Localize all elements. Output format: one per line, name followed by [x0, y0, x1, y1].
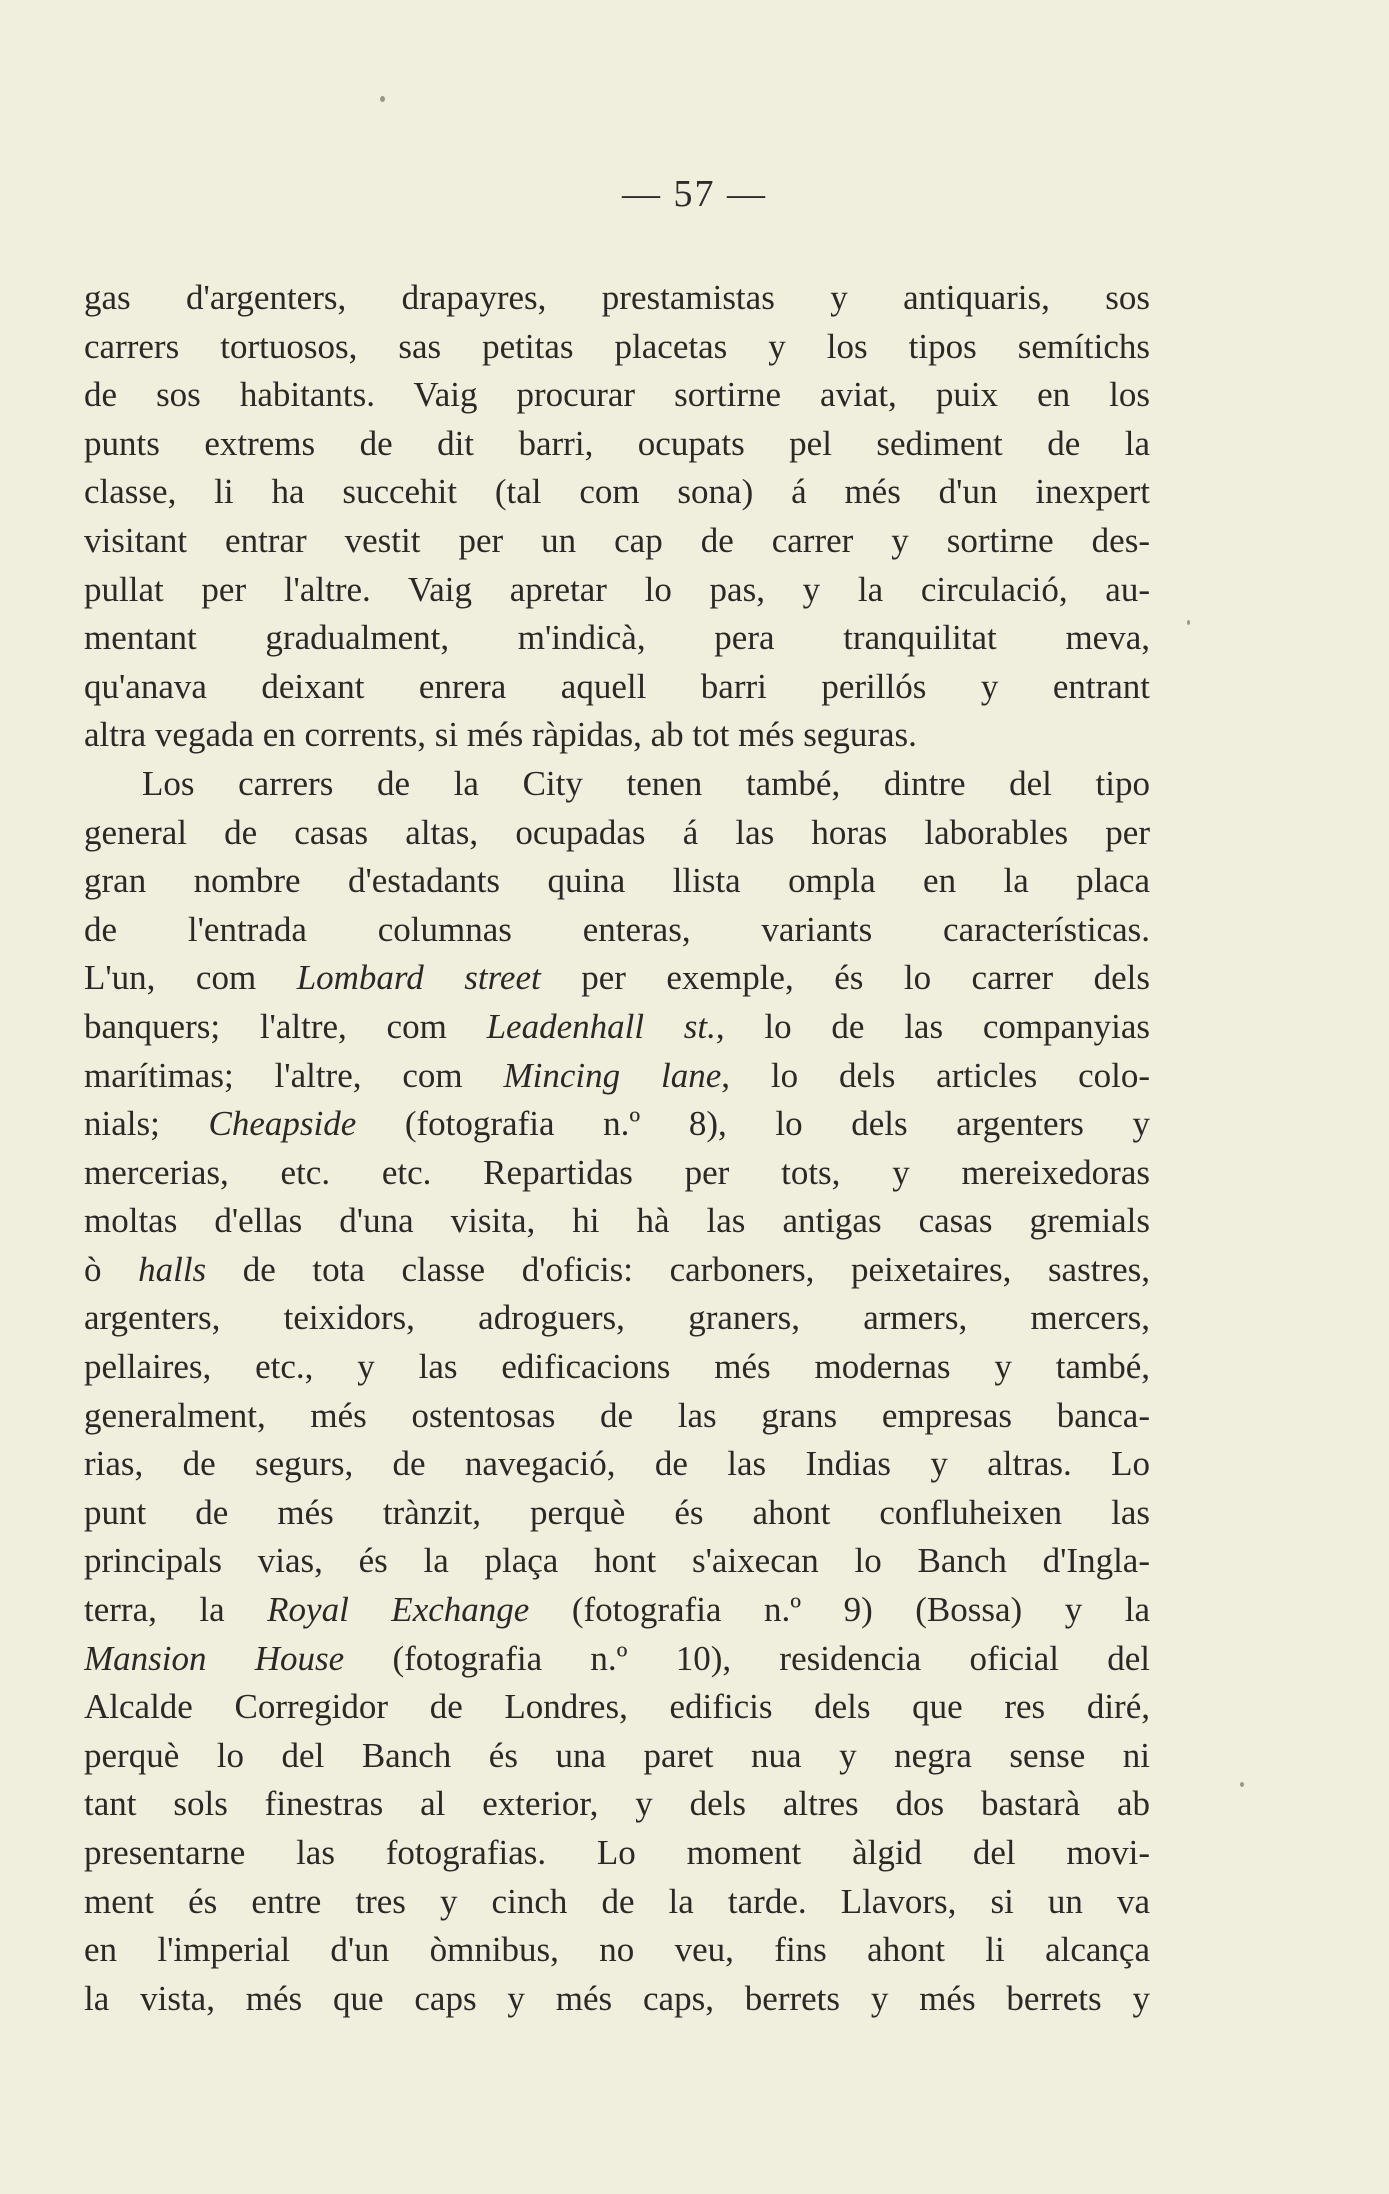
text-line: argenters, teixidors, adroguers, graners, armers, mercers,	[84, 1298, 1150, 1338]
text-line: classe, li ha succehit (tal com sona) á més d'un inexpert	[84, 472, 1150, 512]
text-line: la vista, més que caps y més caps, berrets y més berrets y	[84, 1978, 1150, 2018]
text-line: de l'entrada columnas enteras, variants características.	[84, 909, 1150, 949]
text-line	[84, 1052, 1150, 1101]
text-line: carrers tortuosos, sas petitas placetas y los tipos semítichs	[84, 326, 1150, 366]
text-line: tant sols finestras al exterior, y dels altres dos bastarà ab	[84, 1784, 1150, 1824]
text-line: gas d'argenters, drapayres, prestamistas y antiquaris, sos	[84, 278, 1150, 317]
text-line: ment és entre tres y cinch de la tarde. Llavors, si un va	[84, 1881, 1150, 1921]
text-line: altra vegada en corrents, si més ràpidas, ab tot més seguras.	[84, 715, 917, 755]
text-segment: terra, la	[84, 1590, 268, 1630]
text-line: generalment, més ostentosas de las grans empresas banca-	[84, 1395, 1150, 1435]
page-number: — 57 —	[622, 173, 767, 215]
text-line: pullat per l'altre. Vaig apretar lo pas, y la circulació, au-	[84, 569, 1150, 609]
text-segment: (fotografia n.º 10), residencia oficial del	[344, 1638, 1150, 1678]
italic-street-name: Lombard street	[296, 958, 541, 998]
text-line: general de casas altas, ocupadas á las horas laborables per	[84, 812, 1150, 852]
text-segment: de tota classe d'oficis: carboners, peixetaires, sastres,	[206, 1249, 1150, 1289]
paper-speck	[380, 96, 385, 102]
text-line: perquè lo del Banch és una paret nua y negra sense ni	[84, 1735, 1150, 1775]
italic-building-name: Royal Exchange	[267, 1590, 530, 1630]
italic-term: halls	[138, 1249, 207, 1289]
text-segment: marítimas; l'altre, com	[84, 1055, 504, 1095]
text-line: punts extrems de dit barri, ocupats pel sediment de la	[84, 423, 1150, 463]
text-line: pellaires, etc., y las edificacions més modernas y també,	[84, 1347, 1150, 1387]
text-line: moltas d'ellas d'una visita, hi hà las antigas casas gremials	[84, 1201, 1150, 1241]
text-line: en l'imperial d'un òmnibus, no veu, fins ahont li alcança	[84, 1930, 1150, 1970]
text-line	[84, 1586, 1150, 1635]
text-line: principals vias, és la plaça hont s'aixecan lo Banch d'Ingla-	[84, 1541, 1150, 1581]
text-segment: L'un, com	[84, 958, 297, 998]
italic-street-name: Leadenhall st.	[486, 1006, 716, 1046]
text-line	[84, 1635, 1150, 1684]
text-segment: nials;	[84, 1104, 209, 1144]
body-text	[84, 274, 1150, 2023]
text-line	[84, 1003, 1150, 1052]
italic-street-name: Cheapside	[208, 1104, 357, 1144]
text-segment: (fotografia n.º 8), lo dels argenters y	[356, 1104, 1150, 1144]
text-line: visitant entrar vestit per un cap de carrer y sortirne des-	[84, 520, 1150, 560]
text-line	[84, 1100, 1150, 1149]
text-segment: banquers; l'altre, com	[84, 1006, 487, 1046]
paper-speck	[1187, 620, 1190, 625]
italic-street-name: Mincing lane	[503, 1055, 722, 1095]
text-line: mentant gradualment, m'indicà, pera tranquilitat meva,	[84, 618, 1150, 658]
text-line	[84, 1246, 1150, 1295]
text-segment: , lo de las companyias	[715, 1006, 1150, 1046]
text-line: qu'anava deixant enrera aquell barri perillós y entrant	[84, 666, 1150, 706]
italic-building-name: Mansion House	[84, 1638, 345, 1678]
text-segment: ò	[84, 1249, 139, 1289]
text-line: de sos habitants. Vaig procurar sortirne aviat, puix en los	[84, 375, 1150, 415]
text-line: punt de més trànzit, perquè és ahont confluheixen las	[84, 1492, 1150, 1532]
text-segment: , lo dels articles colo-	[721, 1055, 1150, 1095]
text-segment: per exemple, és lo carrer dels	[540, 958, 1150, 998]
text-line	[84, 954, 1150, 1003]
text-line: Alcalde Corregidor de Londres, edificis dels que res diré,	[84, 1687, 1150, 1727]
paper-speck	[1240, 1782, 1244, 1787]
text-line: presentarne las fotografias. Lo moment àlgid del movi-	[84, 1833, 1150, 1872]
text-segment: (fotografia n.º 9) (Bossa) y la	[529, 1590, 1150, 1630]
text-line: mercerias, etc. etc. Repartidas per tots, y mereixedoras	[84, 1152, 1150, 1192]
text-line: rias, de segurs, de navegació, de las Indias y altras. Lo	[84, 1444, 1150, 1484]
paragraph-start-line: Los carrers de la City tenen també, dintre del tipo	[142, 763, 1150, 803]
text-line: gran nombre d'estadants quina llista ompla en la placa	[84, 861, 1150, 901]
